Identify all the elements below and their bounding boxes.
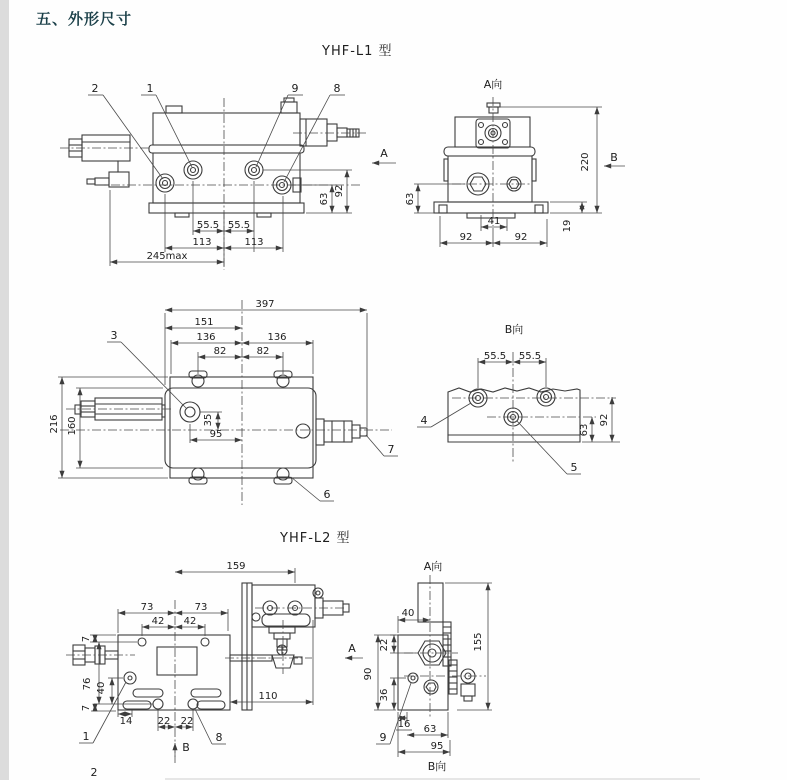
- yhf-l1-front-view: [60, 82, 396, 270]
- l1-aview-dimensions: [414, 107, 625, 247]
- callout-3: 3: [110, 329, 118, 342]
- b-view-label: B向: [504, 323, 524, 336]
- dim-7-bottom: 7: [81, 704, 92, 712]
- dim-73-a: 73: [140, 602, 154, 613]
- dim-42-a: 42: [151, 616, 165, 627]
- view-arrow-a-label: A: [348, 642, 356, 655]
- callout-8: 8: [333, 82, 341, 95]
- yhf-l2-side-view: [363, 559, 492, 773]
- dim-220: 220: [580, 152, 591, 172]
- dim-136-b: 136: [267, 332, 287, 343]
- l1-aview-linework: [434, 103, 548, 218]
- callout-2: 2: [91, 82, 99, 95]
- callout-8: 8: [215, 731, 223, 744]
- dim-35: 35: [203, 413, 214, 427]
- dim-113-a: 113: [192, 237, 212, 248]
- l1-front-centerlines: [60, 98, 368, 270]
- dim-63: 63: [319, 192, 330, 206]
- dim-55-5-b: 55.5: [227, 220, 251, 231]
- dim-16: 16: [397, 719, 411, 730]
- yhf-l1-top-view: [49, 299, 398, 505]
- dim-92: 92: [599, 413, 610, 427]
- view-arrow-a-label: A: [380, 147, 388, 160]
- dim-55-5-a: 55.5: [483, 351, 507, 362]
- callout-5: 5: [570, 461, 578, 474]
- l2-front-linework: [73, 583, 349, 710]
- l1-aview-centerlines: [452, 97, 530, 226]
- yhf-l2-front-view: [66, 561, 363, 779]
- yhf-l2-title: YHF-L2 型: [280, 531, 351, 546]
- dim-55-5-a: 55.5: [196, 220, 220, 231]
- dim-40: 40: [96, 681, 107, 695]
- l1-front-linework: [69, 98, 359, 217]
- l2-side-linework: [398, 583, 475, 710]
- view-arrow-b-label: B: [610, 151, 618, 164]
- dim-95: 95: [430, 741, 444, 752]
- callout-9: 9: [379, 731, 387, 744]
- view-arrow-b-label: B: [182, 741, 190, 754]
- dim-159: 159: [226, 561, 246, 572]
- section-title: 五、外形尺寸: [36, 10, 133, 28]
- dim-90: 90: [363, 667, 374, 681]
- b-view-label: B向: [427, 760, 447, 773]
- dim-82-b: 82: [256, 346, 270, 357]
- a-view-label: A向: [423, 560, 443, 573]
- dim-42-b: 42: [183, 616, 197, 627]
- l1-bview-linework: [448, 388, 580, 442]
- l1-front-dimensions: [88, 95, 396, 266]
- dim-7-top: 7: [81, 635, 92, 643]
- dim-216: 216: [49, 414, 60, 434]
- yhf-l1-b-view: [417, 322, 620, 474]
- dim-76: 76: [82, 677, 93, 691]
- callout-4: 4: [420, 414, 428, 427]
- dim-245max: 245max: [146, 251, 188, 262]
- dim-63: 63: [579, 423, 590, 437]
- callout-6: 6: [323, 488, 331, 501]
- dim-155: 155: [473, 632, 484, 652]
- dim-22-a: 22: [157, 716, 171, 727]
- dim-63: 63: [423, 724, 437, 735]
- dim-160: 160: [67, 416, 78, 436]
- dim-41: 41: [487, 216, 501, 227]
- dim-92-b: 92: [514, 232, 528, 243]
- dim-92-a: 92: [459, 232, 473, 243]
- callout-1: 1: [146, 82, 154, 95]
- dim-19: 19: [562, 219, 573, 233]
- a-view-label: A向: [483, 78, 503, 91]
- dim-22: 22: [379, 638, 390, 652]
- dim-82-a: 82: [213, 346, 227, 357]
- l1-top-dimensions: [58, 310, 398, 501]
- dim-63: 63: [405, 192, 416, 206]
- dim-95: 95: [209, 429, 223, 440]
- dim-92: 92: [334, 184, 345, 198]
- dim-397: 397: [255, 299, 275, 310]
- dim-55-5-b: 55.5: [518, 351, 542, 362]
- dim-73-b: 73: [194, 602, 208, 613]
- dim-113-b: 113: [244, 237, 264, 248]
- dim-136-a: 136: [196, 332, 216, 343]
- callout-7: 7: [387, 443, 395, 456]
- dim-36: 36: [379, 688, 390, 702]
- dim-22-b: 22: [180, 716, 194, 727]
- yhf-l1-a-view: [405, 77, 625, 247]
- dim-40: 40: [401, 608, 415, 619]
- callout-9: 9: [291, 82, 299, 95]
- callout-1: 1: [82, 730, 90, 743]
- l2-front-centerlines: [66, 600, 345, 757]
- dim-151: 151: [194, 317, 214, 328]
- dim-110: 110: [258, 691, 278, 702]
- callout-2: 2: [90, 766, 98, 779]
- yhf-l1-title: YHF-L1 型: [322, 44, 393, 59]
- dim-14: 14: [119, 716, 133, 727]
